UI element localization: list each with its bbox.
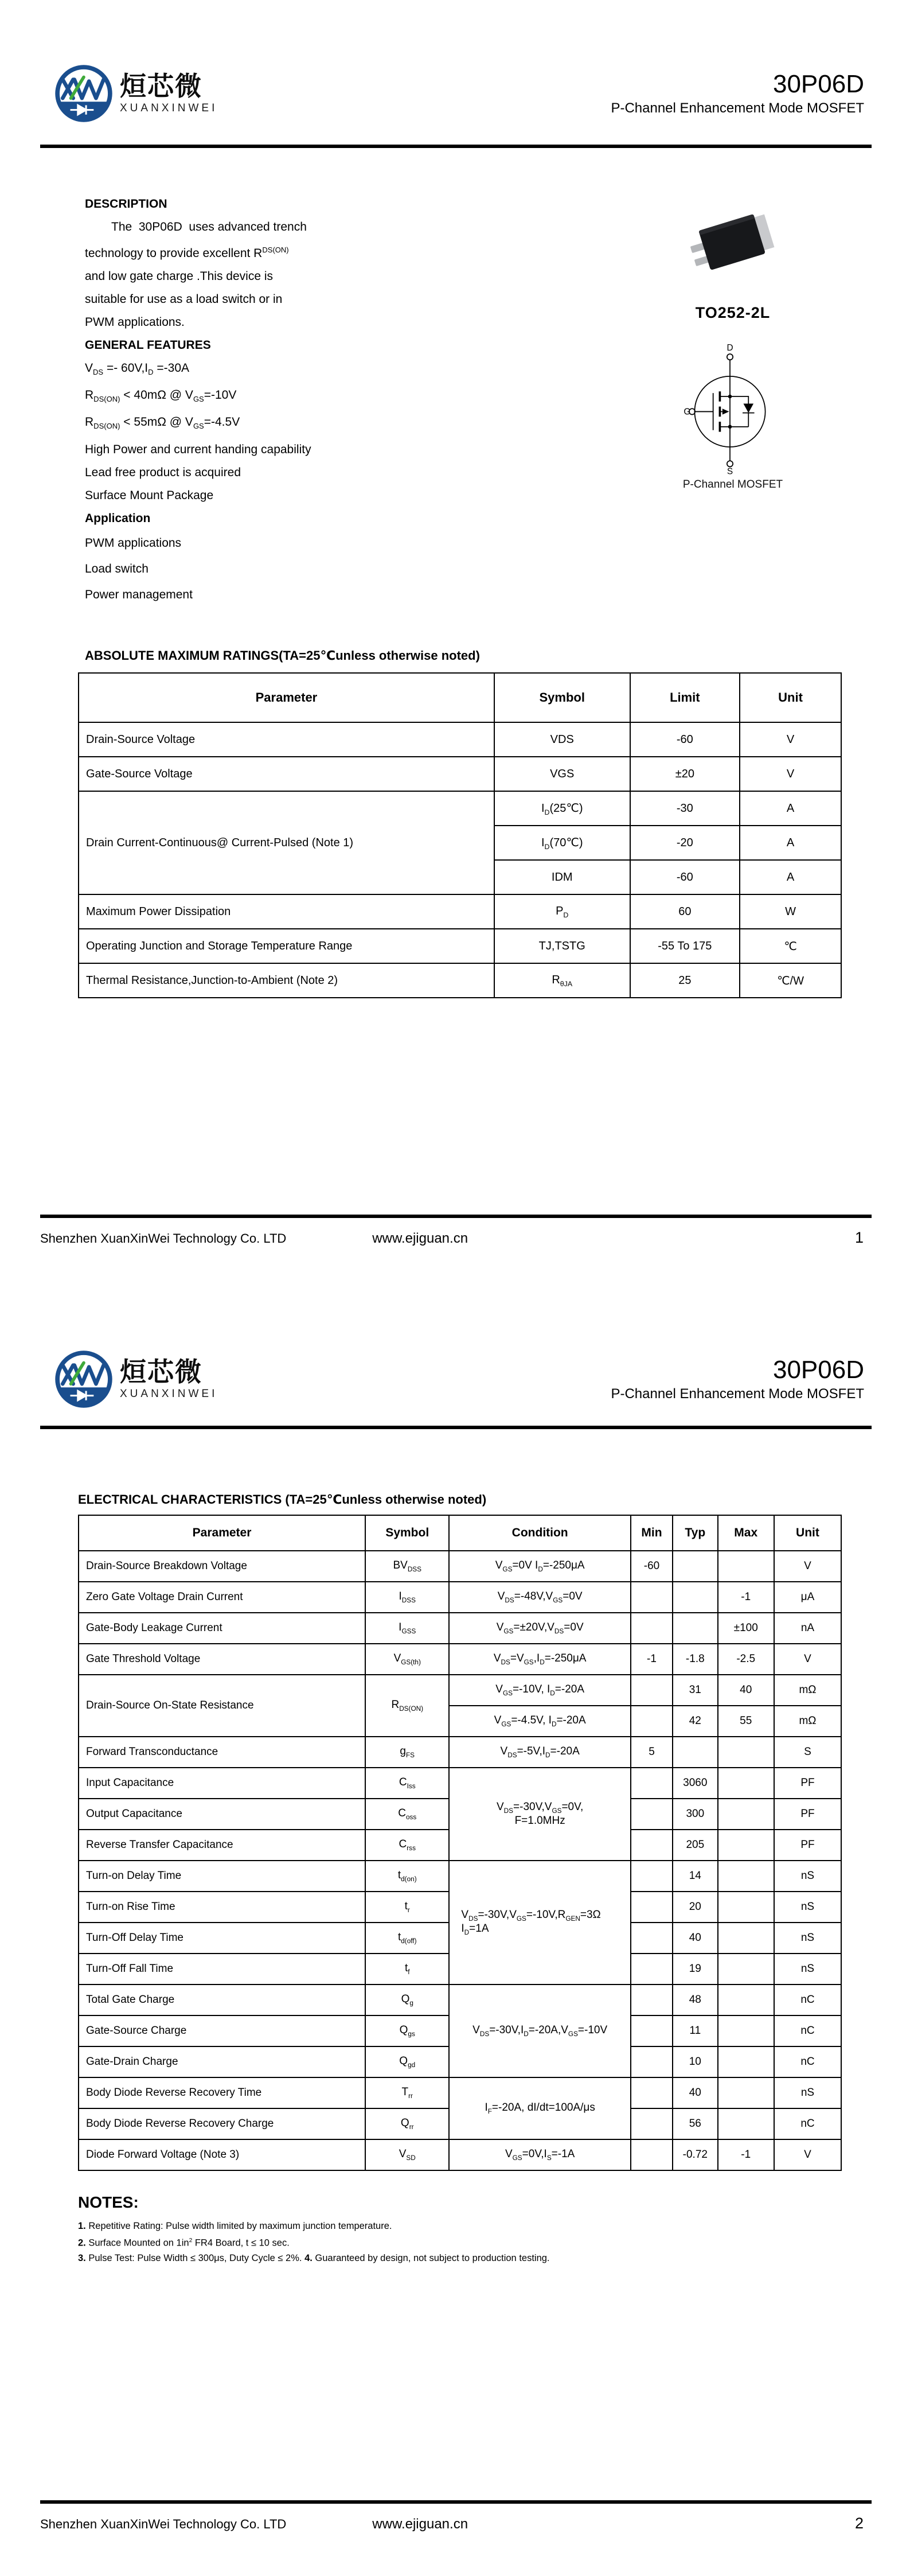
table-cell: 48 (673, 1984, 717, 2015)
table-cell (718, 1551, 774, 1582)
table-cell: Turn-on Rise Time (79, 1892, 365, 1923)
table-cell: Gate-Source Charge (79, 2015, 365, 2046)
table-row (79, 722, 841, 757)
table-cell: nS (774, 1861, 841, 1892)
table-cell: Input Capacitance (79, 1768, 365, 1799)
table-cell: TJ,TSTG (494, 929, 630, 963)
part-number: 30P06D (772, 1356, 864, 1384)
logo-mark-icon (54, 64, 113, 123)
table-cell (718, 1768, 774, 1799)
note-line: 3. Pulse Test: Pulse Width ≤ 300μs, Duty Cycle ≤ 2%. 4. Guaranteed by design, not subject to production testing. (78, 2252, 550, 2263)
table-cell (631, 1892, 673, 1923)
table-cell: Turn-on Delay Time (79, 1861, 365, 1892)
table-row (79, 1768, 841, 1799)
table-row (79, 1737, 841, 1768)
table-cell: 205 (673, 1830, 717, 1861)
header-rule (40, 1426, 872, 1429)
table-cell (631, 1799, 673, 1830)
table-cell: Diode Forward Voltage (Note 3) (79, 2139, 365, 2170)
column-header: Unit (740, 673, 841, 722)
table-cell (631, 1954, 673, 1984)
table-row (79, 1675, 841, 1706)
table-row (79, 929, 841, 963)
table-cell: $t_{d(on)}$ (365, 1861, 449, 1892)
absolute-maximum-ratings-table (78, 672, 842, 998)
table-cell: 40 (673, 1923, 717, 1954)
footer-rule (40, 1215, 872, 1218)
feature-line: $R_{DS(ON)} < 55m\Omega$ @ $V_{GS}=-4.5V$ (85, 415, 240, 431)
table-cell: $t_r$ (365, 1892, 449, 1923)
table-cell: $V_{DS}=-5V,I_D=-20A$ (449, 1737, 631, 1768)
table-cell: $I_D(70℃)$ (494, 826, 630, 860)
table-cell (718, 1984, 774, 2015)
footer-company: Shenzhen XuanXinWei Technology Co. LTD (40, 2517, 287, 2531)
table-cell: 10 (673, 2046, 717, 2077)
pin-label-drain: D (727, 344, 733, 353)
table-cell: Forward Transconductance (79, 1737, 365, 1768)
logo-english-name: XUANXINWEI (120, 1387, 218, 1400)
table-cell: V (774, 2139, 841, 2170)
table-header-row (79, 1515, 841, 1551)
table-cell: VGS (494, 757, 630, 791)
table-cell: IDM (494, 860, 630, 894)
table-cell (631, 1582, 673, 1613)
logo-english-name: XUANXINWEI (120, 102, 218, 114)
company-logo (54, 64, 217, 123)
description-line: PWM applications. (85, 316, 185, 329)
table-cell (631, 1613, 673, 1644)
table-cell: Output Capacitance (79, 1799, 365, 1830)
ec-title: ELECTRICAL CHARACTERISTICS (TA=25℃unless otherwise noted) (78, 1492, 487, 1507)
table-cell: V (740, 722, 841, 757)
table-cell (718, 1892, 774, 1923)
table-cell (718, 2046, 774, 2077)
table-cell: A (740, 826, 841, 860)
table-cell: 19 (673, 1954, 717, 1984)
column-header: Limit (630, 673, 740, 722)
table-cell: 25 (630, 963, 740, 998)
table-cell: $I_{GSS}$ (365, 1613, 449, 1644)
header-rule (40, 145, 872, 148)
table-cell: $V_{DS}=-30V,I_D=-20A,V_{GS}=-10V$ (449, 1984, 631, 2077)
page-footer (40, 2515, 872, 2532)
column-header: Min (631, 1515, 673, 1551)
table-cell: nS (774, 2077, 841, 2108)
table-cell: W (740, 894, 841, 929)
features-list (85, 357, 475, 507)
package-label: TO252-2L (695, 304, 771, 321)
table-cell: Drain-Source On-State Resistance (79, 1675, 365, 1737)
logo-text (120, 1358, 217, 1400)
application-line: PWM applications (85, 536, 182, 550)
table-cell: -1.8 (673, 1644, 717, 1675)
table-cell (718, 1737, 774, 1768)
table-row (79, 963, 841, 998)
table-cell: VDS (494, 722, 630, 757)
description-line: The 30P06D uses advanced trench (111, 220, 307, 234)
table-cell (673, 1551, 717, 1582)
table-cell: $V_{DS}=-30V,V_{GS}=0V$, F=1.0MHz (449, 1768, 631, 1861)
table-cell: ±100 (718, 1613, 774, 1644)
table-cell (631, 2108, 673, 2139)
table-cell: Gate-Drain Charge (79, 2046, 365, 2077)
table-cell: $Q_{gs}$ (365, 2015, 449, 2046)
table-cell (718, 1830, 774, 1861)
table-cell: A (740, 860, 841, 894)
table-cell (718, 2015, 774, 2046)
table-cell: 14 (673, 1861, 717, 1892)
table-cell: -30 (630, 791, 740, 826)
table-cell: 300 (673, 1799, 717, 1830)
table-cell: $V_{DS}=V_{GS},I_D=-250\mu A$ (449, 1644, 631, 1675)
table-cell: S (774, 1737, 841, 1768)
feature-line: Surface Mount Package (85, 488, 214, 502)
table-cell: Maximum Power Dissipation (79, 894, 494, 929)
table-cell: PF (774, 1799, 841, 1830)
table-cell: nC (774, 2046, 841, 2077)
pin-label-source: S (727, 466, 733, 476)
table-cell (673, 1613, 717, 1644)
table-row (79, 1582, 841, 1613)
table-cell: nC (774, 1984, 841, 2015)
description-line: and low gate charge .This device is (85, 270, 274, 283)
table-cell: $V_{GS(th)}$ (365, 1644, 449, 1675)
description-line: suitable for use as a load switch or in (85, 293, 283, 306)
table-cell: ℃ (740, 929, 841, 963)
table-cell: -2.5 (718, 1644, 774, 1675)
column-header: Parameter (79, 1515, 365, 1551)
table-cell (718, 1954, 774, 1984)
table-cell: $V_{DS}=-30V,V_{GS}=-10V,R_{GEN}=3\Omega$ $I_D=1A$ (449, 1861, 631, 1984)
table-cell (673, 1582, 717, 1613)
table-cell: -55 To 175 (630, 929, 740, 963)
table-cell: V (774, 1551, 841, 1582)
table-header-row (79, 673, 841, 722)
table-cell: $Q_g$ (365, 1984, 449, 2015)
part-subtitle: P-Channel Enhancement Mode MOSFET (611, 100, 864, 116)
table-cell: Body Diode Reverse Recovery Charge (79, 2108, 365, 2139)
table-cell: $t_{d(off)}$ (365, 1923, 449, 1954)
table-cell: $t_f$ (365, 1954, 449, 1984)
table-cell (718, 2108, 774, 2139)
table-cell: nS (774, 1892, 841, 1923)
table-cell: -1 (718, 1582, 774, 1613)
table-cell: 60 (630, 894, 740, 929)
application-title: Application (85, 511, 151, 525)
symbol-caption: P-Channel MOSFET (682, 478, 783, 491)
table-cell: Thermal Resistance,Junction-to-Ambient (Note 2) (79, 963, 494, 998)
table-cell: -60 (630, 860, 740, 894)
column-header: Max (718, 1515, 774, 1551)
table-cell: 5 (631, 1737, 673, 1768)
table-cell: $C_{Iss}$ (365, 1768, 449, 1799)
application-line: Load switch (85, 562, 149, 575)
table-cell (631, 1768, 673, 1799)
table-cell: V (740, 757, 841, 791)
table-cell: nC (774, 2015, 841, 2046)
table-cell: Reverse Transfer Capacitance (79, 1830, 365, 1861)
table-cell: mΩ (774, 1675, 841, 1706)
table-cell: $g_{FS}$ (365, 1737, 449, 1768)
table-cell: 42 (673, 1706, 717, 1737)
applications-list (85, 530, 475, 608)
feature-line: High Power and current handing capability (85, 442, 311, 456)
column-header: Symbol (365, 1515, 449, 1551)
table-cell (718, 1861, 774, 1892)
table-cell: $P_D$ (494, 894, 630, 929)
page-2 (0, 1288, 910, 2576)
features-title: GENERAL FEATURES (85, 338, 211, 352)
table-cell: Gate-Source Voltage (79, 757, 494, 791)
table-cell: $V_{GS}=\pm 20V,V_{DS}=0V$ (449, 1613, 631, 1644)
description-title: DESCRIPTION (85, 197, 167, 211)
table-cell: -0.72 (673, 2139, 717, 2170)
note-line: 2. Surface Mounted on $1in^2$ FR4 Board, t ≤ 10 sec. (78, 2238, 290, 2248)
logo-chinese-name: 烜芯微 (120, 71, 202, 102)
column-header: Parameter (79, 673, 494, 722)
application-line: Power management (85, 587, 193, 601)
table-cell: 55 (718, 1706, 774, 1737)
table-cell: -60 (630, 722, 740, 757)
table-cell (631, 2015, 673, 2046)
column-header: Condition (449, 1515, 631, 1551)
table-row (79, 1644, 841, 1675)
table-cell (631, 1923, 673, 1954)
table-cell: Operating Junction and Storage Temperature Range (79, 929, 494, 963)
table-cell: $V_{SD}$ (365, 2139, 449, 2170)
table-row (79, 1861, 841, 1892)
table-cell: 40 (718, 1675, 774, 1706)
amr-title: ABSOLUTE MAXIMUM RATINGS(TA=25℃unless otherwise noted) (85, 648, 480, 663)
table-cell: A (740, 791, 841, 826)
table-cell: $R_{\theta JA}$ (494, 963, 630, 998)
table-cell: Drain-Source Breakdown Voltage (79, 1551, 365, 1582)
table-cell: -60 (631, 1551, 673, 1582)
table-cell (631, 2077, 673, 2108)
table-cell: $BV_{DSS}$ (365, 1551, 449, 1582)
table-row (79, 791, 841, 826)
package-photo (684, 211, 782, 282)
title-block (611, 1356, 864, 1402)
table-cell: $V_{GS}=0V$ $I_D=-250\mu A$ (449, 1551, 631, 1582)
logo-mark-icon (54, 1350, 113, 1408)
column-header: Symbol (494, 673, 630, 722)
company-logo (54, 1350, 217, 1408)
table-cell: PF (774, 1830, 841, 1861)
table-cell: -1 (718, 2139, 774, 2170)
table-cell: Total Gate Charge (79, 1984, 365, 2015)
table-cell: $R_{DS(ON)}$ (365, 1675, 449, 1737)
feature-line: Lead free product is acquired (85, 465, 241, 479)
part-subtitle: P-Channel Enhancement Mode MOSFET (611, 1386, 864, 1402)
table-cell (631, 1830, 673, 1861)
table-cell: $Q_{rr}$ (365, 2108, 449, 2139)
column-header: Typ (673, 1515, 717, 1551)
table-cell: Turn-Off Fall Time (79, 1954, 365, 1984)
page-number: 1 (854, 1229, 864, 1246)
page-number: 2 (854, 2515, 864, 2532)
table-cell: nS (774, 1954, 841, 1984)
table-cell: Gate Threshold Voltage (79, 1644, 365, 1675)
table-cell: $I_D(25℃)$ (494, 791, 630, 826)
table-row (79, 894, 841, 929)
logo-text (120, 72, 217, 114)
note-line: 1. Repetitive Rating: Pulse width limited by maximum junction temperature. (78, 2221, 392, 2231)
table-cell: ℃/W (740, 963, 841, 998)
table-cell: $C_{rss}$ (365, 1830, 449, 1861)
table-cell: $V_{GS}=-10V$, $I_D=-20A$ (449, 1675, 631, 1706)
footer-rule (40, 2500, 872, 2504)
table-row (79, 757, 841, 791)
table-cell: Gate-Body Leakage Current (79, 1613, 365, 1644)
table-cell: mΩ (774, 1706, 841, 1737)
pin-label-gate: G (684, 407, 691, 417)
table-cell: $I_F=-20A$, dI/dt=100A/μs (449, 2077, 631, 2139)
table-cell: $I_{DSS}$ (365, 1582, 449, 1613)
table-cell: -20 (630, 826, 740, 860)
mosfet-symbol-icon (679, 344, 780, 476)
table-row (79, 1984, 841, 2015)
description-column (85, 193, 475, 608)
table-row (79, 1613, 841, 1644)
feature-line: $R_{DS(ON)} < 40m\Omega$ @ $V_{GS}=-10V$ (85, 388, 237, 404)
table-cell: ±20 (630, 757, 740, 791)
table-cell: $V_{DS}=-48V,V_{GS}=0V$ (449, 1582, 631, 1613)
description-paragraph (85, 216, 475, 334)
table-cell: $V_{GS}=-4.5V$, $I_D=-20A$ (449, 1706, 631, 1737)
table-cell: 31 (673, 1675, 717, 1706)
table-cell (718, 1923, 774, 1954)
table-row (79, 1551, 841, 1582)
notes-list (78, 2219, 789, 2266)
table-cell: -1 (631, 1644, 673, 1675)
footer-company: Shenzhen XuanXinWei Technology Co. LTD (40, 1231, 287, 1246)
table-cell: 11 (673, 2015, 717, 2046)
table-row (79, 2077, 841, 2108)
notes-title: NOTES: (78, 2193, 139, 2211)
table-cell: Drain Current-Continuous@ Current-Pulsed (Note 1) (79, 791, 494, 894)
part-number: 30P06D (772, 70, 864, 98)
electrical-characteristics-table (78, 1515, 842, 2171)
table-cell: 20 (673, 1892, 717, 1923)
table-cell (718, 2077, 774, 2108)
table-cell: Body Diode Reverse Recovery Time (79, 2077, 365, 2108)
table-cell: V (774, 1644, 841, 1675)
table-cell: $T_{rr}$ (365, 2077, 449, 2108)
table-cell: 3060 (673, 1768, 717, 1799)
table-cell (631, 1706, 673, 1737)
feature-line: $V_{DS} =- 60V,I_D =-30A$ (85, 361, 190, 377)
table-cell (631, 2046, 673, 2077)
table-cell: 40 (673, 2077, 717, 2108)
footer-website[interactable]: www.ejiguan.cn (372, 1231, 468, 1246)
table-cell: Drain-Source Voltage (79, 722, 494, 757)
table-row (79, 2139, 841, 2170)
table-cell (718, 1799, 774, 1830)
table-cell: $V_{GS}=0V,I_S=-1A$ (449, 2139, 631, 2170)
table-cell (673, 1737, 717, 1768)
logo-chinese-name: 烜芯微 (120, 1357, 202, 1387)
title-block (611, 70, 864, 116)
table-cell (631, 2139, 673, 2170)
description-line: technology to provide excellent $R^{DS(ON)}$ (85, 246, 289, 260)
table-cell: nA (774, 1613, 841, 1644)
table-cell: PF (774, 1768, 841, 1799)
table-cell: μA (774, 1582, 841, 1613)
table-cell (631, 1675, 673, 1706)
table-cell (631, 1861, 673, 1892)
table-cell: nS (774, 1923, 841, 1954)
table-cell: 56 (673, 2108, 717, 2139)
table-cell: nC (774, 2108, 841, 2139)
table-cell (631, 1984, 673, 2015)
table-cell: $C_{oss}$ (365, 1799, 449, 1830)
footer-website[interactable]: www.ejiguan.cn (372, 2516, 468, 2532)
table-cell: Zero Gate Voltage Drain Current (79, 1582, 365, 1613)
column-header: Unit (774, 1515, 841, 1551)
table-cell: $Q_{gd}$ (365, 2046, 449, 2077)
page-footer (40, 1229, 872, 1247)
table-cell: Turn-Off Delay Time (79, 1923, 365, 1954)
